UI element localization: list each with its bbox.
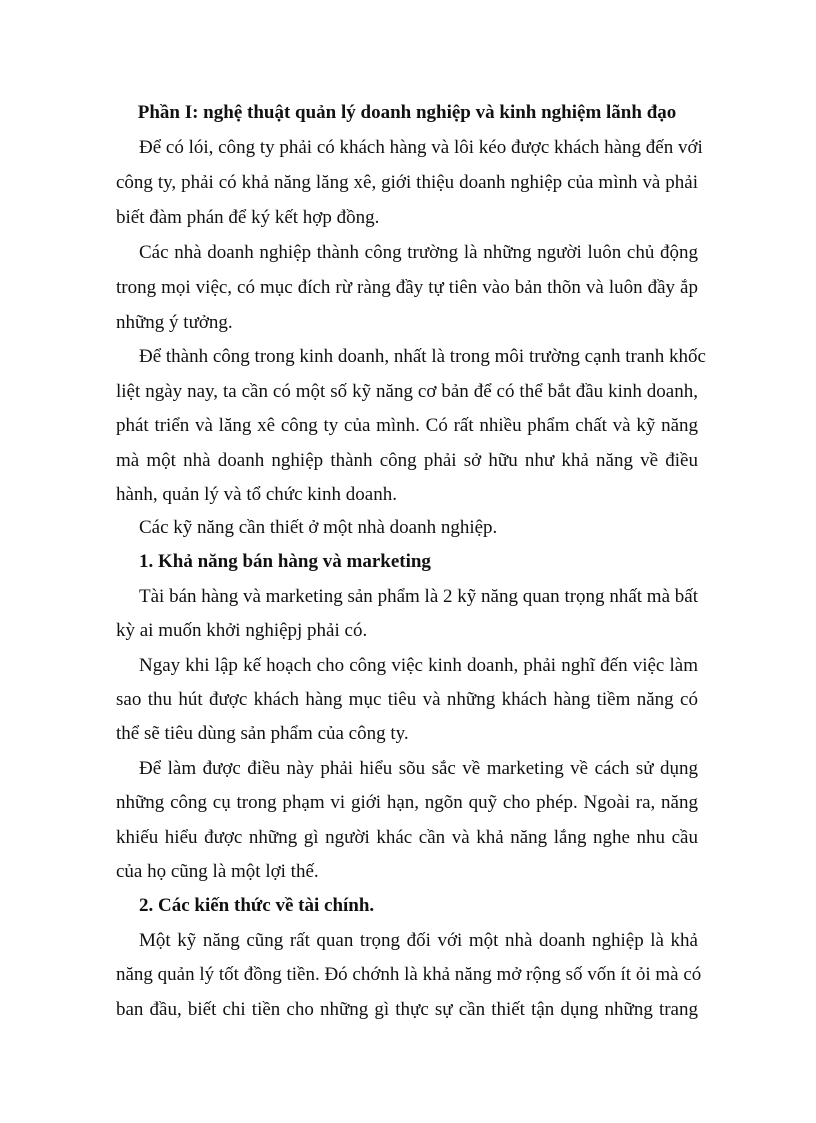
text-line: Tài bán hàng và marketing sản phẩm là 2 kỹ năng quan trọng nhất mà bất: [139, 586, 698, 607]
text-line: kỳ ai muốn khởi nghiệpj phải có.: [116, 620, 368, 641]
text-line: Một kỹ năng cũng rất quan trọng đối với một nhà doanh nghiệp là khả: [139, 930, 698, 951]
text-line: của họ cũng là một lợi thế.: [116, 861, 319, 882]
text-line: trong mọi việc, có mục đích rừ ràng đầy tự tiên vào bản thõn và luôn đầy ắp: [116, 277, 698, 298]
text-line: khiếu hiểu được những gì người khác cần và khả năng lắng nghe nhu cầu: [116, 827, 698, 848]
text-line: Các kỹ năng cần thiết ở một nhà doanh nghiệp.: [139, 517, 498, 538]
text-line: thể sẽ tiêu dùng sản phẩm của công ty.: [116, 723, 409, 744]
text-line: Để có lói, công ty phải có khách hàng và lôi kéo được khách hàng đến với: [139, 137, 703, 158]
text-line: sao thu hút được khách hàng mục tiêu và những khách hàng tiềm năng có: [116, 689, 698, 710]
text-line: mà một nhà doanh nghiệp thành công phải sở hữu như khả năng về điều: [116, 450, 698, 471]
text-line: Để làm được điều này phải hiểu sõu sắc về marketing về cách sử dụng: [139, 758, 698, 779]
section-title: Phần I: nghệ thuật quản lý doanh nghiệp và kinh nghiệm lãnh đạo: [137, 102, 677, 123]
text-line: Các nhà doanh nghiệp thành công trường là những người luôn chủ động: [139, 242, 698, 263]
text-line: Để thành công trong kinh doanh, nhất là trong môi trường cạnh tranh khốc: [139, 346, 706, 367]
text-line: ban đầu, biết chi tiền cho những gì thực sự cần thiết tận dụng những trang: [116, 999, 698, 1020]
section-heading: 2. Các kiến thức về tài chính.: [139, 895, 375, 916]
text-line: những công cụ trong phạm vi giới hạn, ngõn quỹ cho phép. Ngoài ra, năng: [116, 792, 698, 813]
text-line: liệt ngày nay, ta cần có một số kỹ năng cơ bản để có thể bắt đầu kinh doanh,: [116, 381, 698, 402]
text-line: năng quản lý tốt đồng tiền. Đó chớnh là khả năng mở rộng số vốn ít ỏi mà có: [116, 964, 702, 985]
text-line: Ngay khi lập kế hoạch cho công việc kinh doanh, phải nghĩ đến việc làm: [139, 655, 698, 676]
text-line: hành, quản lý và tổ chức kinh doanh.: [116, 484, 397, 505]
section-heading: 1. Khả năng bán hàng và marketing: [139, 551, 431, 572]
text-line: biết đàm phán để ký kết hợp đồng.: [116, 207, 380, 228]
text-line: công ty, phải có khả năng lăng xê, giới thiệu doanh nghiệp của mình và phải: [116, 172, 698, 193]
text-line: những ý tưởng.: [116, 312, 233, 333]
text-line: phát triển và lăng xê công ty của mình. Có rất nhiều phẩm chất và kỹ năng: [116, 415, 698, 436]
